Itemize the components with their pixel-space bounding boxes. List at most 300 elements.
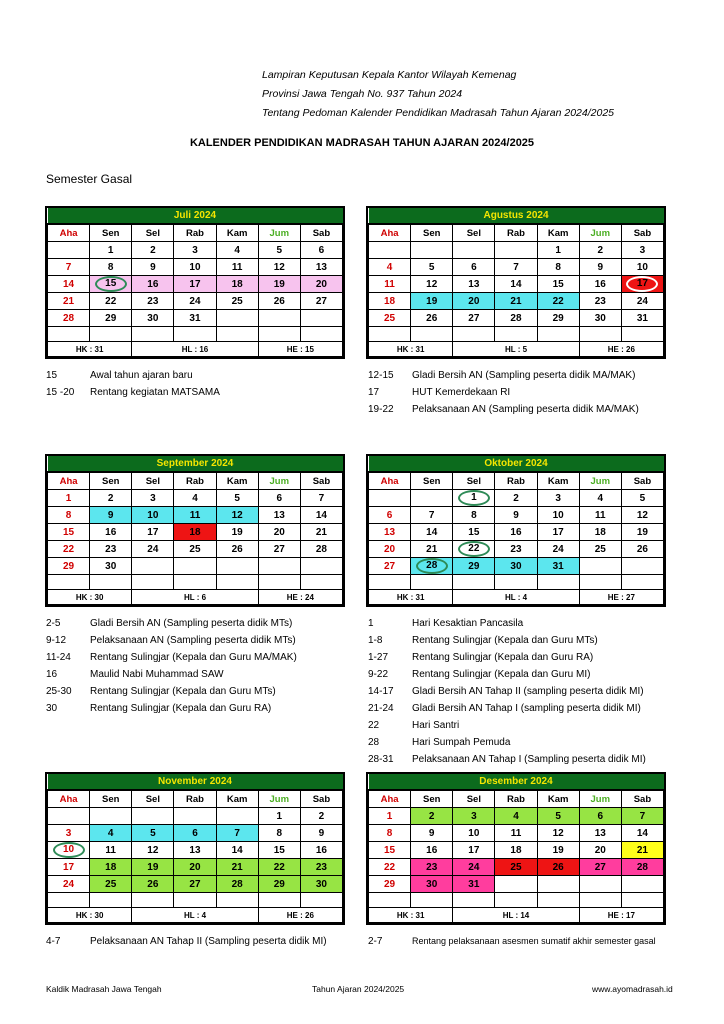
day-cell (300, 242, 342, 259)
event-note (46, 367, 220, 384)
day-number: 27 (594, 861, 606, 873)
day-number: 30 (105, 560, 117, 572)
day-number: 20 (468, 295, 480, 307)
day-number: 27 (384, 560, 396, 572)
day-number: 4 (513, 810, 519, 822)
day-cell (621, 541, 663, 558)
day-cell (174, 310, 216, 327)
month-title: November 2024 (48, 774, 343, 790)
event-note (368, 384, 639, 401)
blank-cell (369, 575, 411, 590)
day-number: 8 (471, 509, 477, 521)
day-number: 21 (510, 295, 522, 307)
summary-he: HE : 17 (579, 908, 663, 923)
day-number: 22 (273, 861, 285, 873)
day-cell (90, 293, 132, 310)
blank-cell (495, 575, 537, 590)
day-cell (48, 276, 90, 293)
event-description: Pelaksanaan AN (Sampling peserta didik MTs) (90, 635, 296, 646)
weekday-header: Rab (495, 472, 537, 490)
month-title: Agustus 2024 (369, 208, 664, 224)
blank-cell (300, 327, 342, 342)
month-calendar (366, 772, 666, 925)
day-number: 16 (315, 844, 327, 856)
day-cell (621, 276, 663, 293)
day-cell (453, 558, 495, 575)
day-cell (90, 808, 132, 825)
blank-cell (411, 575, 453, 590)
event-description: Rentang Sulingjar (Kepala dan Guru MTs) (412, 635, 598, 646)
day-cell (174, 276, 216, 293)
event-note (368, 632, 646, 649)
day-cell (90, 259, 132, 276)
day-cell (48, 490, 90, 507)
day-number: 25 (105, 878, 117, 890)
day-cell (495, 859, 537, 876)
day-number: 2 (597, 244, 604, 256)
day-number: 13 (273, 509, 285, 521)
day-number: 9 (597, 261, 604, 273)
day-cell (411, 859, 453, 876)
footer-left: Kaldik Madrasah Jawa Tengah (46, 984, 162, 994)
day-number: 12 (147, 844, 159, 856)
day-number: 24 (189, 295, 201, 307)
day-number: 5 (150, 827, 156, 839)
day-cell (132, 558, 174, 575)
day-cell (369, 876, 411, 893)
day-cell (369, 276, 411, 293)
day-number: 11 (510, 827, 522, 839)
day-number: 24 (636, 295, 648, 307)
day-number: 30 (594, 312, 606, 324)
day-cell (579, 541, 621, 558)
day-cell (495, 490, 537, 507)
day-cell (216, 490, 258, 507)
blank-cell (621, 575, 663, 590)
day-number: 29 (384, 878, 396, 890)
day-cell (90, 490, 132, 507)
event-description: Hari Sumpah Pemuda (412, 737, 511, 748)
day-cell (216, 876, 258, 893)
event-notes (46, 615, 297, 717)
summary-he: HE : 26 (579, 342, 663, 357)
day-cell (174, 490, 216, 507)
day-cell (258, 558, 300, 575)
day-cell (90, 310, 132, 327)
event-date-range: 28-31 (368, 754, 394, 765)
event-description: Rentang Sulingjar (Kepala dan Guru MI) (412, 669, 591, 680)
month-calendar (45, 206, 345, 359)
day-cell (132, 507, 174, 524)
day-cell (579, 859, 621, 876)
day-cell (216, 276, 258, 293)
event-note (368, 717, 646, 734)
day-cell (369, 825, 411, 842)
day-number: 19 (273, 278, 285, 290)
day-cell (132, 825, 174, 842)
day-number: 11 (105, 844, 116, 856)
day-cell (411, 808, 453, 825)
day-cell (174, 541, 216, 558)
blank-cell (132, 893, 174, 908)
day-number: 25 (510, 861, 522, 873)
day-number: 26 (147, 878, 159, 890)
day-number: 4 (386, 261, 393, 273)
day-number: 19 (636, 526, 648, 538)
day-cell (369, 293, 411, 310)
day-number: 12 (426, 278, 438, 290)
day-number: 2 (150, 244, 156, 256)
day-number: 1 (107, 244, 114, 256)
day-cell (174, 259, 216, 276)
day-number: 9 (107, 509, 114, 521)
day-cell (216, 310, 258, 327)
day-cell (300, 259, 342, 276)
blank-cell (453, 575, 495, 590)
blank-cell (258, 575, 300, 590)
day-number: 14 (315, 509, 327, 521)
day-cell (621, 859, 663, 876)
day-cell (369, 541, 411, 558)
blank-cell (48, 575, 90, 590)
day-cell (537, 524, 579, 541)
blank-cell (216, 575, 258, 590)
day-number: 11 (594, 509, 606, 521)
day-cell (258, 842, 300, 859)
day-cell (495, 276, 537, 293)
day-number: 13 (594, 827, 606, 839)
weekday-header: Kam (537, 472, 579, 490)
day-number: 22 (63, 543, 75, 555)
blank-cell (174, 327, 216, 342)
day-number: 10 (552, 509, 564, 521)
day-cell (258, 825, 300, 842)
day-number: 12 (231, 509, 243, 521)
day-cell (48, 825, 90, 842)
day-number: 24 (147, 543, 159, 555)
day-cell (132, 876, 174, 893)
day-cell (579, 507, 621, 524)
event-notes (46, 367, 220, 401)
day-number: 15 (63, 526, 75, 538)
day-number: 21 (636, 844, 648, 856)
event-notes (46, 933, 327, 950)
day-cell (453, 293, 495, 310)
day-cell (621, 842, 663, 859)
day-number: 24 (552, 543, 564, 555)
day-cell (537, 558, 579, 575)
event-note (46, 683, 297, 700)
day-number: 31 (189, 312, 201, 324)
day-cell (48, 541, 90, 558)
day-cell (300, 507, 342, 524)
blank-cell (258, 327, 300, 342)
day-cell (132, 842, 174, 859)
day-cell (132, 808, 174, 825)
event-note (368, 649, 646, 666)
day-cell (90, 541, 132, 558)
summary-hk: HK : 31 (369, 590, 453, 605)
day-cell (48, 293, 90, 310)
day-cell (132, 541, 174, 558)
day-cell (90, 558, 132, 575)
day-cell (174, 876, 216, 893)
month-calendar (45, 454, 345, 607)
day-cell (579, 310, 621, 327)
day-cell (90, 242, 132, 259)
day-number: 18 (594, 526, 606, 538)
day-cell (495, 242, 537, 259)
day-number: 29 (552, 312, 564, 324)
day-number: 5 (234, 492, 240, 504)
day-cell (369, 859, 411, 876)
day-cell (369, 242, 411, 259)
weekday-header: Sen (411, 472, 453, 490)
day-number: 17 (189, 278, 201, 290)
day-number: 23 (147, 295, 159, 307)
day-cell (132, 276, 174, 293)
day-number: 7 (639, 810, 646, 822)
day-number: 22 (552, 295, 564, 307)
day-cell (411, 541, 453, 558)
day-cell (411, 876, 453, 893)
day-number: 6 (192, 827, 198, 839)
blank-cell (174, 893, 216, 908)
summary-hl: HL : 14 (453, 908, 579, 923)
day-cell (174, 293, 216, 310)
event-note (46, 666, 297, 683)
day-number: 4 (107, 827, 114, 839)
day-number: 19 (231, 526, 243, 538)
event-notes (368, 367, 639, 418)
day-cell (258, 876, 300, 893)
day-number: 19 (426, 295, 438, 307)
blank-cell (621, 893, 663, 908)
day-cell (411, 293, 453, 310)
event-description: HUT Kemerdekaan RI (412, 387, 511, 398)
day-number: 6 (318, 244, 325, 256)
day-cell (369, 558, 411, 575)
day-number: 27 (273, 543, 285, 555)
day-number: 14 (510, 278, 522, 290)
day-number: 4 (234, 244, 240, 256)
weekday-header: Sel (132, 472, 174, 490)
day-number: 5 (555, 810, 561, 822)
day-cell (537, 507, 579, 524)
day-number: 25 (384, 312, 396, 324)
day-cell (495, 876, 537, 893)
weekday-header: Jum (258, 224, 300, 242)
day-cell (537, 825, 579, 842)
day-cell (537, 242, 579, 259)
day-cell (621, 310, 663, 327)
day-number: 17 (626, 276, 658, 292)
summary-hk: HK : 31 (369, 342, 453, 357)
weekday-header: Sab (621, 472, 663, 490)
day-cell (621, 876, 663, 893)
day-cell (258, 507, 300, 524)
day-cell (132, 859, 174, 876)
day-cell (411, 310, 453, 327)
day-cell (495, 541, 537, 558)
day-number: 5 (428, 261, 435, 273)
day-cell (411, 242, 453, 259)
month-calendar (366, 454, 666, 607)
day-cell (495, 808, 537, 825)
day-cell (300, 293, 342, 310)
day-number: 26 (636, 543, 648, 555)
weekday-header: Rab (495, 790, 537, 808)
day-number: 10 (53, 842, 85, 858)
day-number: 16 (594, 278, 606, 290)
semester-label: Semester Gasal (46, 172, 133, 186)
weekday-header: Jum (579, 224, 621, 242)
day-number: 1 (458, 490, 490, 506)
day-cell (174, 524, 216, 541)
event-date-range: 21-24 (368, 703, 394, 714)
day-cell (216, 242, 258, 259)
day-cell (300, 859, 342, 876)
day-cell (300, 276, 342, 293)
day-cell (495, 507, 537, 524)
footer-center: Tahun Ajaran 2024/2025 (312, 984, 405, 994)
day-number: 2 (107, 492, 114, 504)
weekday-header: Sab (300, 224, 342, 242)
day-cell (90, 276, 132, 293)
day-cell (411, 259, 453, 276)
day-number: 15 (384, 844, 396, 856)
event-date-range: 17 (368, 387, 380, 398)
event-date-range: 9-22 (368, 669, 389, 680)
event-date-range: 4-7 (46, 936, 61, 947)
day-cell (300, 558, 342, 575)
day-number: 4 (192, 492, 198, 504)
blank-cell (369, 327, 411, 342)
event-notes (368, 615, 646, 768)
day-number: 29 (63, 560, 75, 572)
summary-hl: HL : 4 (453, 590, 579, 605)
day-number: 16 (147, 278, 159, 290)
day-cell (174, 859, 216, 876)
day-number: 13 (468, 278, 480, 290)
day-number: 14 (426, 526, 438, 538)
day-cell (369, 310, 411, 327)
day-number: 11 (189, 509, 201, 521)
summary-hk: HK : 31 (48, 342, 132, 357)
weekday-header: Aha (369, 224, 411, 242)
event-description: Gladi Bersih AN Tahap I (sampling peserta didik MI) (412, 703, 641, 714)
event-description: Hari Santri (412, 720, 460, 731)
blank-cell (537, 575, 579, 590)
day-cell (48, 259, 90, 276)
day-cell (537, 310, 579, 327)
day-number: 16 (510, 526, 522, 538)
day-number: 12 (273, 261, 285, 273)
day-number: 14 (636, 827, 648, 839)
month-title: Desember 2024 (369, 774, 664, 790)
event-description: Rentang Sulingjar (Kepala dan Guru MTs) (90, 686, 276, 697)
day-number: 21 (231, 861, 243, 873)
day-cell (48, 876, 90, 893)
month-calendar (366, 206, 666, 359)
weekday-header: Rab (495, 224, 537, 242)
day-number: 27 (315, 295, 327, 307)
day-cell (621, 490, 663, 507)
day-number: 17 (552, 526, 564, 538)
day-number: 14 (231, 844, 243, 856)
day-cell (300, 808, 342, 825)
blank-cell (495, 327, 537, 342)
weekday-header: Rab (174, 224, 216, 242)
day-number: 3 (555, 492, 561, 504)
day-number: 9 (428, 827, 435, 839)
event-note (368, 666, 646, 683)
day-number: 15 (273, 844, 285, 856)
day-cell (174, 825, 216, 842)
day-cell (300, 524, 342, 541)
day-cell (579, 276, 621, 293)
day-number: 29 (105, 312, 117, 324)
day-cell (216, 541, 258, 558)
day-number: 25 (231, 295, 243, 307)
day-cell (300, 825, 342, 842)
day-cell (621, 558, 663, 575)
weekday-header: Kam (216, 224, 258, 242)
day-number: 17 (468, 844, 480, 856)
day-number: 7 (428, 509, 435, 521)
day-number: 27 (189, 878, 201, 890)
day-number: 19 (552, 844, 564, 856)
day-number: 2 (428, 810, 435, 822)
weekday-header: Sel (453, 224, 495, 242)
event-description: Gladi Bersih AN (Sampling peserta didik MA/MAK) (412, 370, 636, 381)
day-cell (216, 524, 258, 541)
day-cell (453, 808, 495, 825)
month-title: Juli 2024 (48, 208, 343, 224)
event-description: Rentang pelaksanaan asesmen sumatif akhir semester gasal (412, 936, 656, 946)
day-cell (453, 242, 495, 259)
event-note (46, 632, 297, 649)
day-cell (537, 842, 579, 859)
month-calendar (45, 772, 345, 925)
day-number: 1 (555, 244, 561, 256)
day-cell (300, 842, 342, 859)
day-cell (258, 242, 300, 259)
day-number: 7 (513, 261, 519, 273)
day-number: 26 (231, 543, 243, 555)
day-number: 3 (150, 492, 156, 504)
weekday-header: Sab (621, 790, 663, 808)
decree-header (262, 66, 614, 123)
day-cell (495, 842, 537, 859)
event-description: Pelaksanaan AN (Sampling peserta didik MA/MAK) (412, 404, 639, 415)
day-number: 28 (636, 861, 648, 873)
blank-cell (216, 893, 258, 908)
day-number: 27 (468, 312, 480, 324)
month-title: Oktober 2024 (369, 456, 664, 472)
day-number: 2 (513, 492, 519, 504)
day-number: 9 (513, 509, 519, 521)
day-number: 8 (555, 261, 561, 273)
day-cell (132, 490, 174, 507)
day-cell (258, 293, 300, 310)
weekday-header: Sen (411, 790, 453, 808)
day-cell (453, 825, 495, 842)
event-notes (368, 933, 656, 950)
day-number: 7 (234, 827, 240, 839)
weekday-header: Aha (48, 472, 90, 490)
day-cell (174, 808, 216, 825)
